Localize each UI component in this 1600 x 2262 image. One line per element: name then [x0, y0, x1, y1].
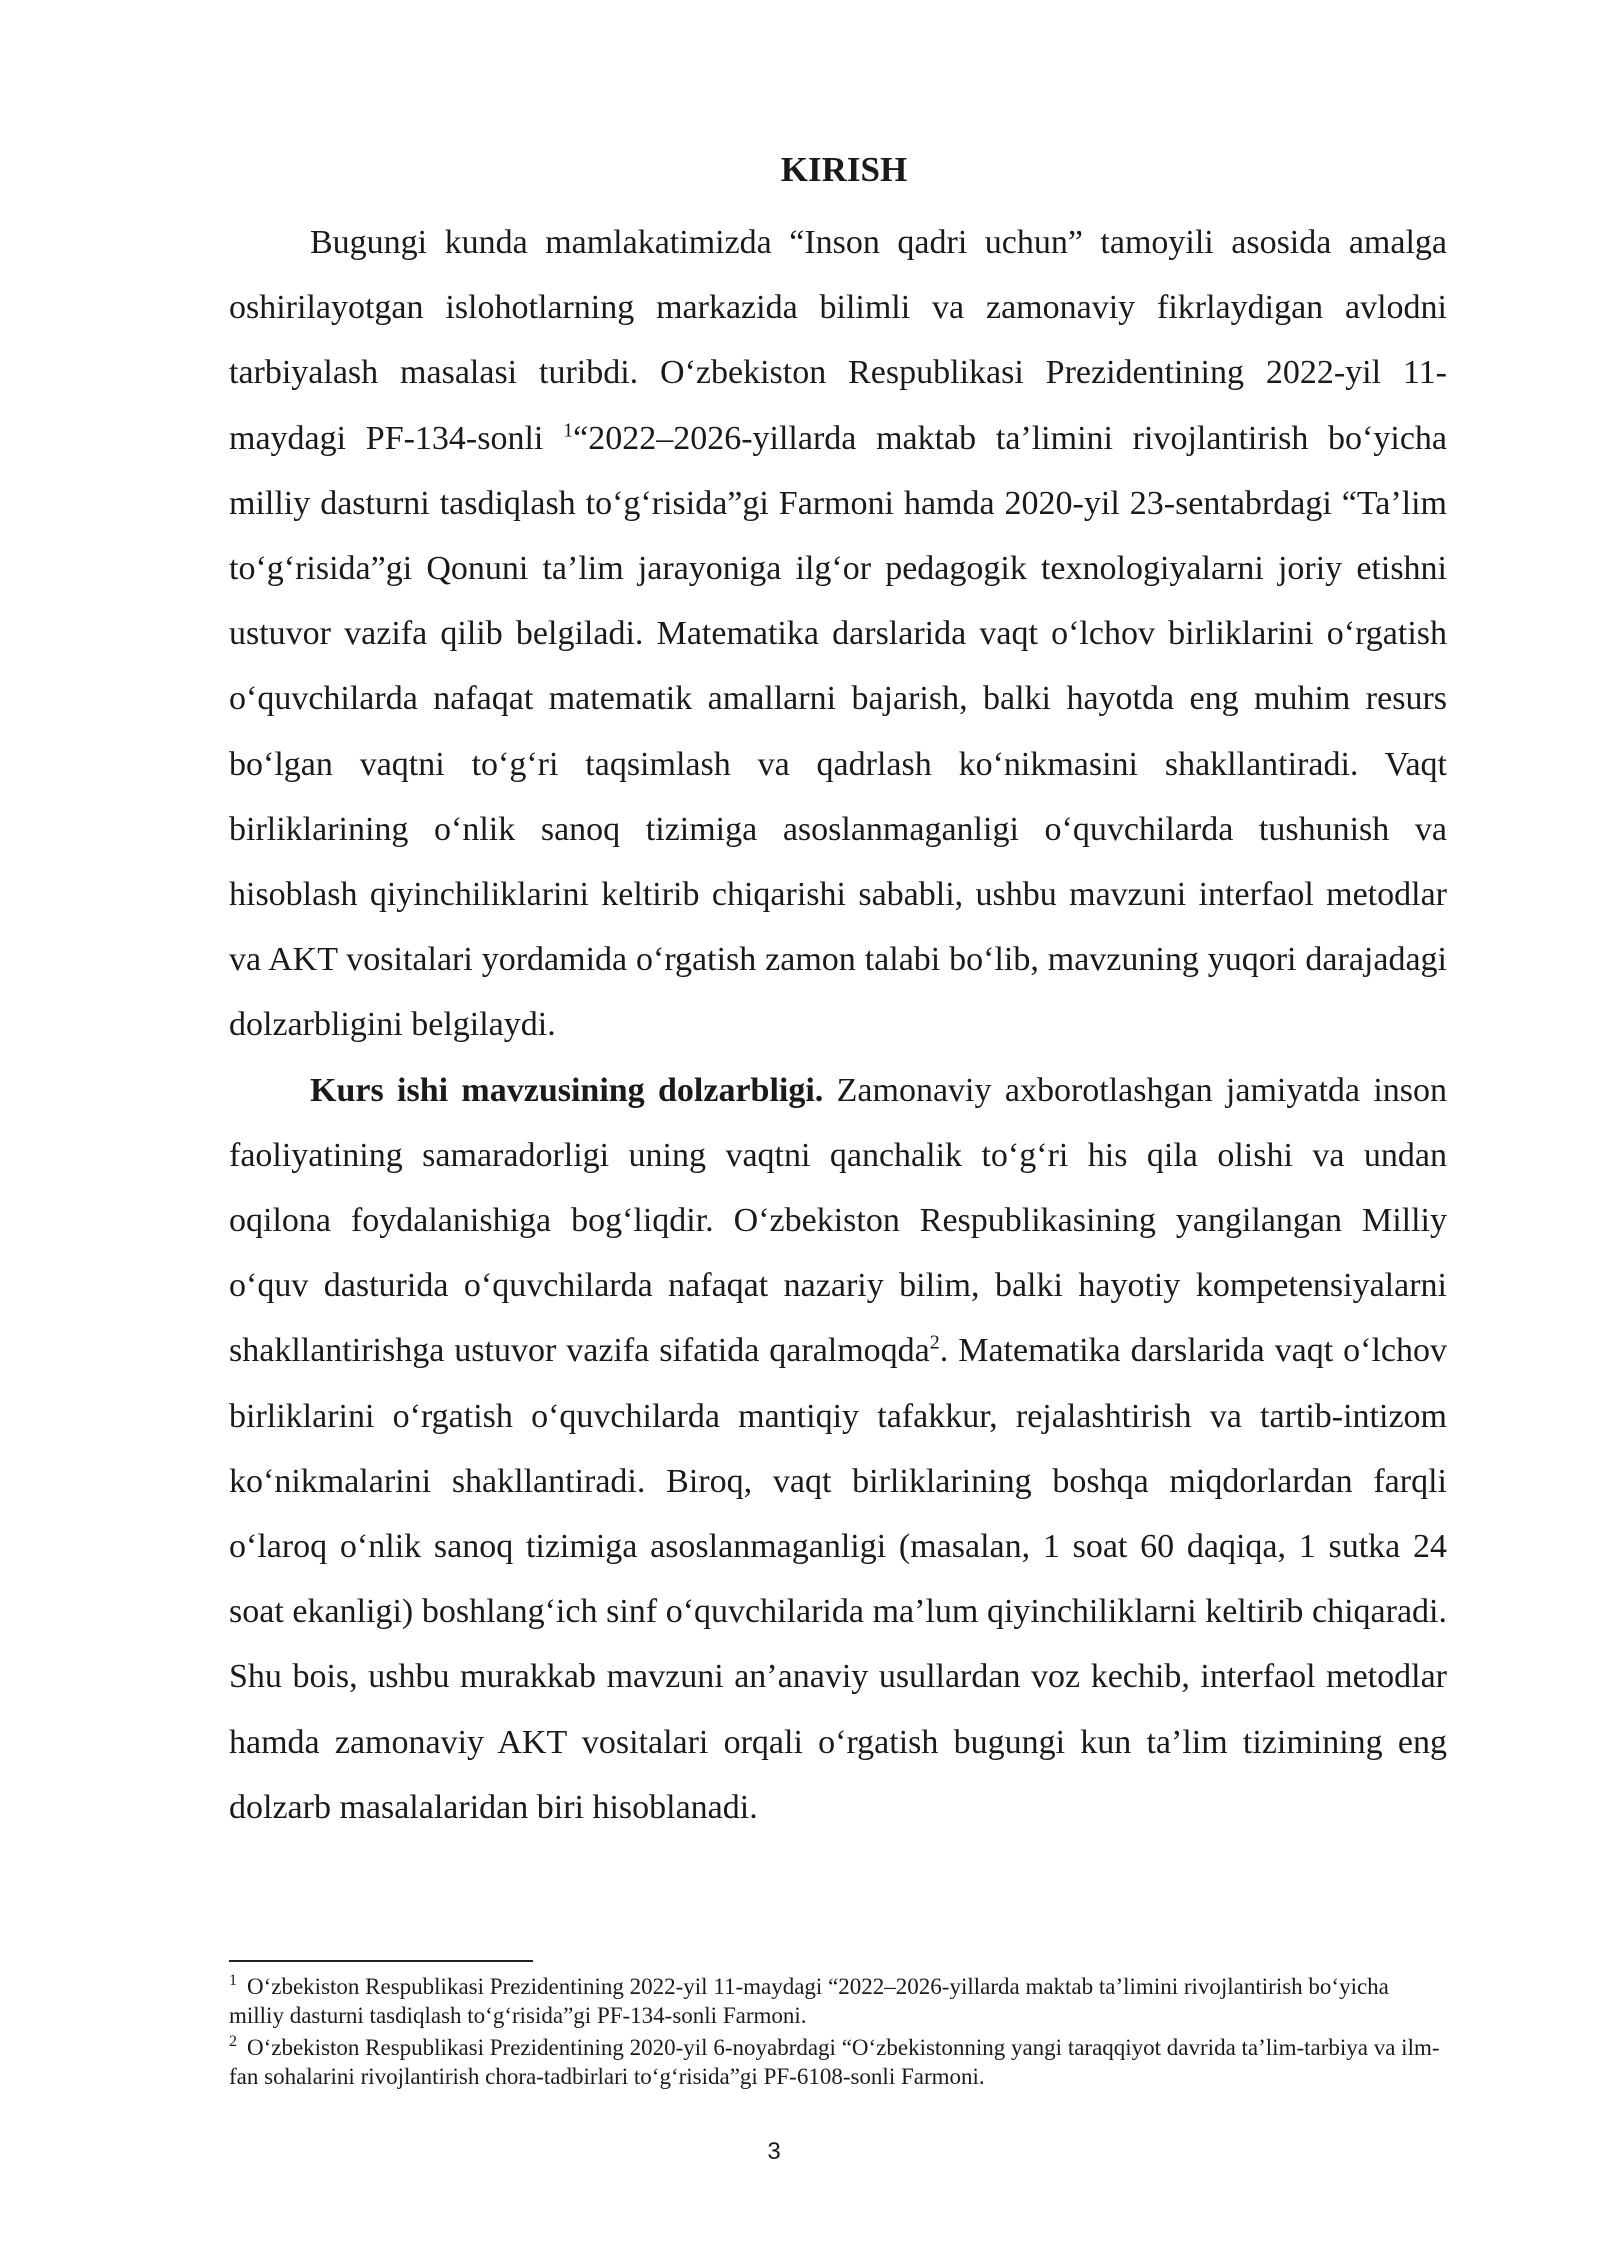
footnote-mark-2: 2 [229, 2033, 237, 2051]
footnote-mark-1: 1 [229, 1972, 237, 1990]
footnote-text-2: O‘zbekiston Respublikasi Prezidentining 2020-yil 6-noyabrdagi “O‘zbekistonning yangi taraqqiyot davrida ta’lim-tarbiya va ilm-fan sohalarini rivojlantirish chora-tadbirlari to‘g‘risida”gi PF-6108-sonli Farmoni. [229, 2035, 1440, 2089]
relevance-paragraph-text-2: . Matematika darslarida vaqt o‘lchov birliklarini o‘rgatish o‘quvchilarda mantiqiy tafakkur, rejalashtirish va tartib-intizom ko‘nikmalarini shakllantiradi. Biroq, vaqt birliklarining boshqa miqdorlardan farqli o‘laroq o‘nlik sanoq tizimiga asoslanmaganligi (masalan, 1 soat 60 daqiqa, 1 sutka 24 soat ekanligi) boshlang‘ich sinf o‘quvchilarida ma’lum qiyinchiliklarni keltirib chiqaradi. Shu bois, ushbu murakkab mavzuni an’anaviy usullardan voz kechib, interfaol metodlar hamda zamonaviy AKT vositalari orqali o‘rgatish bugungi kun ta’lim tizimining eng dolzarb masalalaridan biri hisoblanadi. [229, 1332, 1447, 1826]
footnote-1 [229, 1972, 1447, 2030]
relevance-paragraph [229, 1058, 1447, 1840]
intro-paragraph-text-1: Bugungi kunda mamlakatimizda “Inson qadri uchun” tamoyili asosida amalga oshirilayotgan islohotlarning markazida bilimli va zamonaviy fikrlaydigan avlodni tarbiyalash masalasi turibdi. O‘zbekiston Respublikasi Prezidentining 2022-yil 11-maydagi PF-134-sonli [229, 224, 1447, 457]
footnotes [229, 1972, 1447, 2094]
intro-paragraph [229, 210, 1447, 1058]
footnote-2 [229, 2033, 1447, 2091]
body-text [229, 210, 1447, 1840]
footnote-ref-2: 2 [929, 1332, 940, 1355]
intro-paragraph-text-2: “2022–2026-yillarda maktab ta’limini rivojlantirish bo‘yicha milliy dasturni tasdiqlash to‘g‘risida”gi Farmoni hamda 2020-yil 23-sentabrdagi “Ta’lim to‘g‘risida”gi Qonuni ta’lim jarayoniga ilg‘or pedagogik texnologiyalarni joriy etishni ustuvor vazifa qilib belgiladi. Matematika darslarida vaqt o‘lchov birliklarini o‘rgatish o‘quvchilarda nafaqat matematik amallarni bajarish, balki hayotda eng muhim resurs bo‘lgan vaqtni to‘g‘ri taqsimlash va qadrlash ko‘nikmasini shakllantiradi. Vaqt birliklarining o‘nlik sanoq tizimiga asoslanmaganligi o‘quvchilarda tushunish va hisoblash qiyinchiliklarini keltirib chiqarishi sababli, ushbu mavzuni interfaol metodlar va AKT vositalari yordamida o‘rgatish zamon talabi bo‘lib, mavzuning yuqori darajadagi dolzarbligini belgilaydi. [229, 419, 1447, 1044]
section-heading: KIRISH [780, 150, 908, 189]
footnote-text-1: O‘zbekiston Respublikasi Prezidentining 2022-yil 11-maydagi “2022–2026-yillarda maktab ta’limini rivojlantirish bo‘yicha milliy dasturni tasdiqlash to‘g‘risida”gi PF-134-sonli Farmoni. [229, 1974, 1389, 2028]
page-number: 3 [767, 2138, 781, 2165]
footnote-ref-1: 1 [563, 419, 574, 442]
relevance-paragraph-text-1: Zamonaviy axborotlashgan jamiyatda inson faoliyatining samaradorligi uning vaqtni qanchalik to‘g‘ri his qila olishi va undan oqilona foydalanishiga bog‘liqdir. O‘zbekiston Respublikasining yangilangan Milliy o‘quv dasturida o‘quvchilarda nafaqat nazariy bilim, balki hayotiy kompetensiyalarni shakllantirishga ustuvor vazifa sifatida qaralmoqda [229, 1071, 1448, 1370]
footnote-separator [229, 1960, 533, 1962]
relevance-lead: Kurs ishi mavzusining dolzarbligi. [310, 1071, 824, 1109]
